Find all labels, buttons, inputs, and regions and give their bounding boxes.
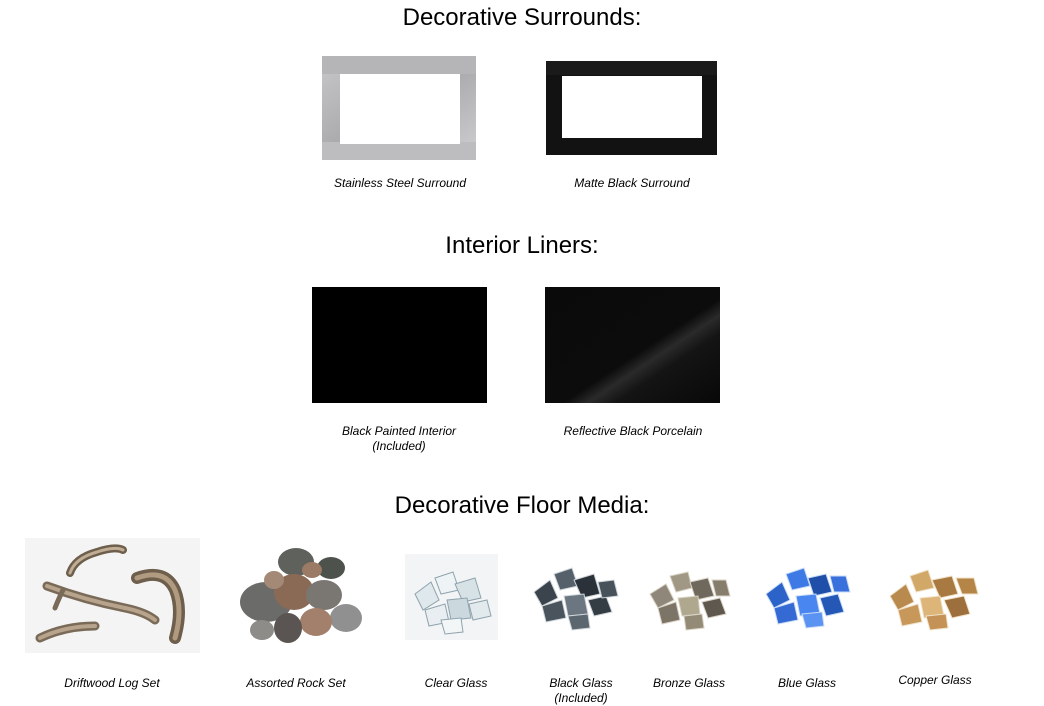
matte-black-surround-caption: Matte Black Surround xyxy=(574,176,690,190)
black-painted-interior-image xyxy=(312,287,487,403)
bronze-glass-caption: Bronze Glass xyxy=(652,676,726,690)
assorted-rock-set-caption: Assorted Rock Set xyxy=(246,676,346,690)
driftwood-log-set-caption: Driftwood Log Set xyxy=(64,676,160,690)
bronze-glass-image xyxy=(646,566,732,632)
driftwood-log-set-image xyxy=(25,538,200,653)
black-glass-image xyxy=(528,560,620,632)
copper-glass-caption: Copper Glass xyxy=(898,673,972,687)
black-glass-caption: Black Glass (Included) xyxy=(549,676,613,705)
blue-glass-caption: Blue Glass xyxy=(777,676,837,690)
reflective-black-porcelain-image xyxy=(545,287,720,403)
liners-heading: Interior Liners: xyxy=(445,232,599,259)
media-heading: Decorative Floor Media: xyxy=(394,492,650,519)
stainless-steel-surround-image xyxy=(322,56,476,160)
surrounds-heading: Decorative Surrounds: xyxy=(402,4,642,31)
stainless-steel-surround-caption: Stainless Steel Surround xyxy=(333,176,467,190)
black-painted-interior-caption: Black Painted Interior (Included) xyxy=(341,424,457,453)
clear-glass-caption: Clear Glass xyxy=(424,676,488,690)
clear-glass-image xyxy=(405,554,498,640)
copper-glass-image xyxy=(886,566,982,634)
reflective-black-porcelain-caption: Reflective Black Porcelain xyxy=(563,424,703,438)
matte-black-surround-image xyxy=(546,61,717,155)
blue-glass-image xyxy=(762,564,852,630)
assorted-rock-set-image xyxy=(236,540,366,648)
